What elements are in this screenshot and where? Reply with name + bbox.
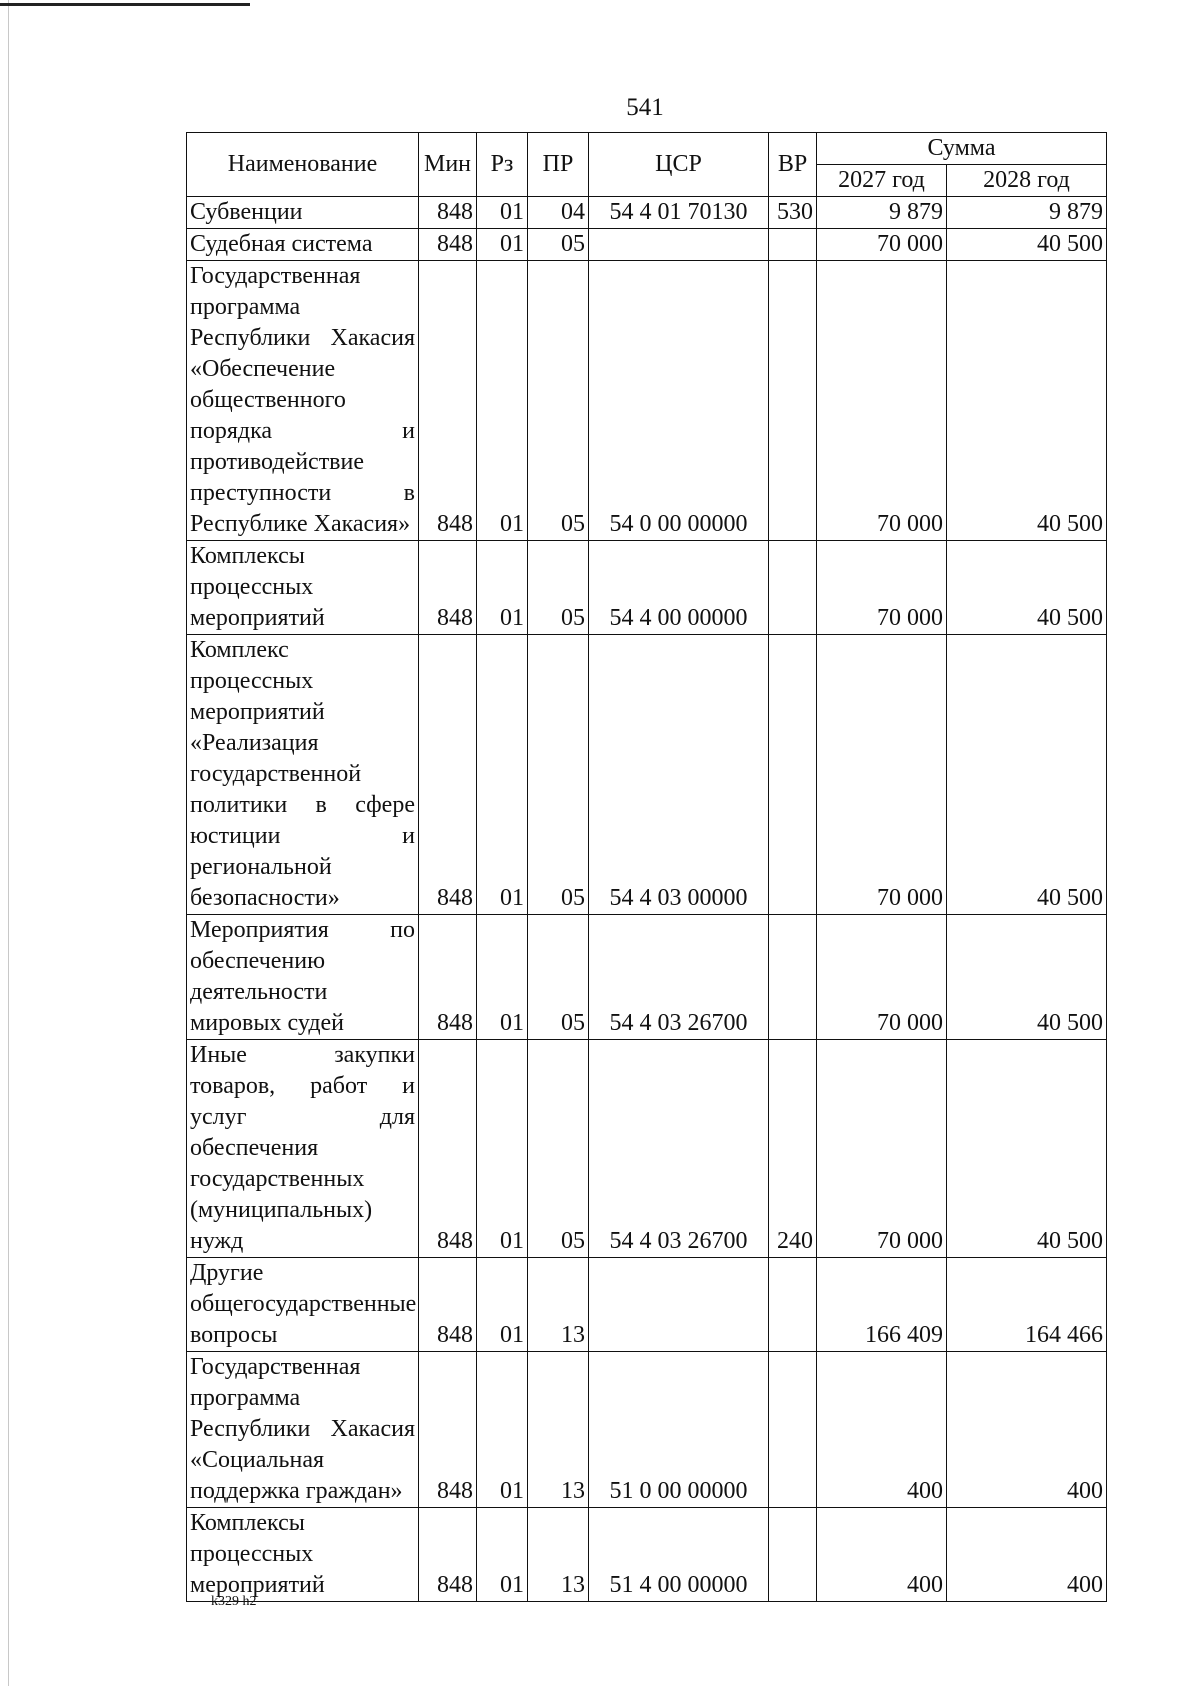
- row-min: 848: [419, 1258, 477, 1352]
- row-name: Иные закупки товаров, работ и услуг для обеспечения государственных (муниципальных) нужд: [187, 1040, 419, 1258]
- row-min: 848: [419, 197, 477, 229]
- row-name: Комплекс процессных мероприятий «Реализация государственной политики в сфере юстиции и региональной безопасности»: [187, 635, 419, 915]
- row-name: Субвенции: [187, 197, 419, 229]
- row-name: Другие общегосударственные вопросы: [187, 1258, 419, 1352]
- row-vr: [769, 635, 817, 915]
- row-rz: 01: [477, 229, 528, 261]
- document-code: k329 h2: [211, 1594, 257, 1609]
- row-csr: 51 0 00 00000: [589, 1352, 769, 1508]
- row-rz: 01: [477, 1352, 528, 1508]
- table-row: [187, 229, 1107, 261]
- table-row: [187, 915, 1107, 1040]
- row-name: Комплексы процессных мероприятий: [187, 541, 419, 635]
- header-2027: 2027 год: [817, 165, 947, 197]
- row-pr: 05: [528, 261, 589, 541]
- header-rz: Рз: [477, 133, 528, 197]
- row-min: 848: [419, 541, 477, 635]
- table-row: [187, 261, 1107, 541]
- row-min: 848: [419, 635, 477, 915]
- header-row-1: [187, 133, 1107, 165]
- row-csr: 54 0 00 00000: [589, 261, 769, 541]
- row-2028: 9 879: [947, 197, 1107, 229]
- scan-edge-left: [8, 0, 9, 1686]
- table-row: [187, 541, 1107, 635]
- row-csr: 54 4 00 00000: [589, 541, 769, 635]
- header-vr: ВР: [769, 133, 817, 197]
- row-min: 848: [419, 1508, 477, 1602]
- row-2028: 400: [947, 1508, 1107, 1602]
- row-2027: 70 000: [817, 229, 947, 261]
- row-vr: [769, 261, 817, 541]
- row-vr: 530: [769, 197, 817, 229]
- row-rz: 01: [477, 1258, 528, 1352]
- row-2027: 400: [817, 1508, 947, 1602]
- row-csr: 54 4 03 00000: [589, 635, 769, 915]
- row-rz: 01: [477, 541, 528, 635]
- row-2028: 40 500: [947, 541, 1107, 635]
- row-pr: 05: [528, 915, 589, 1040]
- row-pr: 05: [528, 541, 589, 635]
- table-row: [187, 1352, 1107, 1508]
- row-vr: [769, 541, 817, 635]
- row-min: 848: [419, 1040, 477, 1258]
- row-vr: [769, 1352, 817, 1508]
- row-min: 848: [419, 229, 477, 261]
- row-rz: 01: [477, 635, 528, 915]
- row-2027: 70 000: [817, 261, 947, 541]
- row-2028: 40 500: [947, 1040, 1107, 1258]
- header-sum: Сумма: [817, 133, 1107, 165]
- row-name: Государственная программа Республики Хакасия «Обеспечение общественного порядка и противодействие преступности в Республике Хакасия»: [187, 261, 419, 541]
- row-2028: 164 466: [947, 1258, 1107, 1352]
- row-2027: 70 000: [817, 635, 947, 915]
- header-2028: 2028 год: [947, 165, 1107, 197]
- row-name: Государственная программа Республики Хакасия «Социальная поддержка граждан»: [187, 1352, 419, 1508]
- row-csr: [589, 229, 769, 261]
- header-pr: ПР: [528, 133, 589, 197]
- row-pr: 05: [528, 635, 589, 915]
- row-2027: 70 000: [817, 1040, 947, 1258]
- row-vr: [769, 229, 817, 261]
- row-csr: [589, 1258, 769, 1352]
- row-vr: [769, 1508, 817, 1602]
- row-2028: 40 500: [947, 635, 1107, 915]
- row-csr: 51 4 00 00000: [589, 1508, 769, 1602]
- header-min: Мин: [419, 133, 477, 197]
- row-pr: 05: [528, 1040, 589, 1258]
- header-name: Наименование: [187, 133, 419, 197]
- row-2027: 70 000: [817, 915, 947, 1040]
- row-csr: 54 4 03 26700: [589, 915, 769, 1040]
- row-rz: 01: [477, 1040, 528, 1258]
- row-2028: 40 500: [947, 915, 1107, 1040]
- header-csr: ЦСР: [589, 133, 769, 197]
- row-csr: 54 4 03 26700: [589, 1040, 769, 1258]
- row-2027: 70 000: [817, 541, 947, 635]
- row-vr: [769, 915, 817, 1040]
- row-csr: 54 4 01 70130: [589, 197, 769, 229]
- row-2027: 9 879: [817, 197, 947, 229]
- row-min: 848: [419, 1352, 477, 1508]
- row-vr: 240: [769, 1040, 817, 1258]
- row-name: Комплексы процессных мероприятий: [187, 1508, 419, 1602]
- row-2027: 166 409: [817, 1258, 947, 1352]
- row-pr: 13: [528, 1258, 589, 1352]
- row-min: 848: [419, 261, 477, 541]
- row-pr: 13: [528, 1352, 589, 1508]
- row-vr: [769, 1258, 817, 1352]
- row-rz: 01: [477, 197, 528, 229]
- scan-edge-top: [0, 3, 250, 6]
- row-name: Судебная система: [187, 229, 419, 261]
- budget-table: [186, 132, 1107, 1602]
- table-row: [187, 197, 1107, 229]
- row-rz: 01: [477, 1508, 528, 1602]
- row-rz: 01: [477, 915, 528, 1040]
- row-rz: 01: [477, 261, 528, 541]
- page-number: 541: [626, 94, 664, 121]
- row-2028: 400: [947, 1352, 1107, 1508]
- row-pr: 13: [528, 1508, 589, 1602]
- row-2028: 40 500: [947, 261, 1107, 541]
- row-2028: 40 500: [947, 229, 1107, 261]
- table-row: [187, 1040, 1107, 1258]
- row-min: 848: [419, 915, 477, 1040]
- row-pr: 04: [528, 197, 589, 229]
- table-row: [187, 1258, 1107, 1352]
- row-2027: 400: [817, 1352, 947, 1508]
- row-pr: 05: [528, 229, 589, 261]
- table-row: [187, 635, 1107, 915]
- table-row: [187, 1508, 1107, 1602]
- row-name: Мероприятия по обеспечению деятельности мировых судей: [187, 915, 419, 1040]
